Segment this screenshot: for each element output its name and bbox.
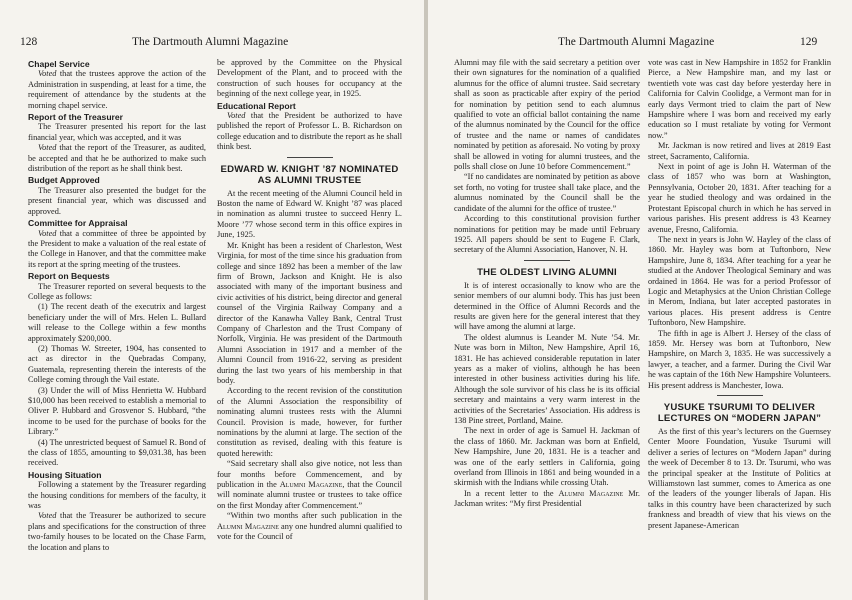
paragraph [217,241,402,387]
article-title [217,164,402,186]
paragraph [217,511,402,542]
running-head: The Dartmouth Alumni Magazine [132,36,289,48]
paragraph [454,58,640,172]
magazine-name: Alumni Magazine [279,480,343,490]
paragraph-text: that the President be authorized to have published the report of Professor L. B. Richardson on college education and to distribute the report as he shall think best. [217,111,402,152]
paragraph [648,235,831,329]
paragraph [28,480,206,511]
page-number: 128 [20,36,38,48]
paragraph [648,329,831,391]
paragraph-text: Housing Situation [28,469,102,480]
voted-emphasis: Voted [38,69,57,79]
paragraph-text: The oldest alumnus is Leander M. Nute ’54. Mr. Nute was born in Milton, New Hampshire, April 16, 1831. He has achieved considerable reputation in later years as a maker of violins, although he has been interested in other business activities during his life. Although the sole survivor of his class he is its official secretary and maintains a very warm interest in the activities of the Secretaries’ Association. His address is 138 Pine street, Portland, Maine. [454,332,640,425]
paragraph [28,69,206,111]
right-page [428,0,852,600]
paragraph [217,111,402,153]
paragraph-text: Next in point of age is John H. Waterman of the class of 1857 who was born at Washington, Pennsylvania, October 20, 1831. After teaching for a year he studied theology and was ordained in the Protestant Episcopal church in which he has served in various parishes. His present address is 43 Kearney avenue, Fresno, California. [648,162,831,234]
paragraph [648,58,831,141]
paragraph [28,122,206,143]
right-page-column-2 [648,58,831,594]
paragraph-text: “If no candidates are nominated by petition as above set forth, no voting for trustee shall take place, and the alumnus nominated by the Council shall be the candidate of the alumni for the office of trustee.” [454,172,640,213]
article-title [648,402,831,424]
paragraph-text: As the first of this year’s lecturers on the Guernsey Center Moore Foundation, Yusuke Tsurumi will deliver a series of lectures on “Modern Japan” during the week of December 8 to 13. Dr. Tsurumi, who was the principal speaker at the Institute of Politics at Williamstown last summer, comes to America as one of the leaders of the younger liberals of Japan. His talks in this country have been characterized by such frankness and breadth of view that his views on the present Japanese-American [648,427,831,530]
paragraph-text: (3) Under the will of Miss Henrietta W. Hubbard $10,000 has been received to establish a memorial to Oliver P. Hubbard and Grosvenor S. Hubbard, “the income to be used for the purchase of books for the Library.” [28,385,206,437]
paragraph-text: The Treasurer reported on several bequests to the College as follows: [28,281,206,301]
paragraph [28,143,206,174]
paragraph-text: It is of interest occasionally to know who are the senior members of our alumni body. This has just been determined in the Office of Alumni Records and the results are given here for the general interest that they will have among the alumni at large. [454,280,640,332]
paragraph-text: Mr. Jackman is now retired and lives at 2819 East street, Sacramento, California. [648,141,831,161]
section-divider [287,157,333,158]
magazine-name: Alumni Magazine [558,488,624,498]
magazine-name: Alumni Magazine [217,521,279,531]
section-heading [28,218,206,228]
section-heading [28,271,206,281]
section-divider [717,395,763,396]
paragraph [648,162,831,235]
paragraph [28,229,206,271]
paragraph-text: any one hundred alumni qualified to vote for the Council of [217,521,402,542]
paragraph-text: Committee for Appraisal [28,218,128,229]
paragraph [28,302,206,344]
paragraph [648,141,831,162]
article-title [454,267,640,278]
paragraph-text: be approved by the Committee on the Physical Development of the Plant, and to proceed with the construction of such houses for occupancy at the beginning of the next college year, in 1925. [217,58,402,99]
paragraph-text: Mr. Jackman writes: “My first Presidential [454,488,640,509]
paragraph-text: The next in years is John W. Hayley of the class of 1860. Mr. Hayley was born at Tuftonboro, New Hampshire, June 8, 1834. After teaching for a year he studied at the Andover Theological Seminary and was ordained in 1864. He was for a period Professor of Logic and Metaphysics at the Union Christian College in Merom, Indiana, but later accepted pastorates in various places. His present address is Centre Tuftonboro, New Hampshire. [648,234,831,328]
paragraph-text: “Within two months after such publication in the [227,511,402,521]
page-number: 129 [800,36,818,48]
paragraph [28,511,206,553]
paragraph [648,427,831,531]
paragraph-text: that a committee of three be appointed by the President to make a valuation of the real estate of the College in Hanover, and that the committee make its report at the spring meeting of the trustees. [28,228,206,269]
section-heading [28,175,206,185]
section-heading [28,112,206,122]
paragraph [454,426,640,488]
paragraph-text: (1) The recent death of the executrix and largest beneficiary under the will of Mrs. Helen L. Bullard will release to the College within a few months approximately $200,000. [28,302,206,343]
paragraph-text: Alumni may file with the said secretary a petition over their own signatures for the nomination of a qualified alumnus for the office of alumni trustee. Said secretary shall as soon as practicable after expiry of the period for nomination by petition send to each alumnus qualified to vote an official ballot containing the name of the alumnus nominated by the Council for the office of trustee and the name or names of candidates nominated by petition as aforesaid. No voting by proxy shall be allowed in voting for alumni trustees, and the polls shall close on June 10 before Commencement.” [454,58,640,172]
paragraph-text: According to this constitutional provision further nominations for petition may be made until February 1925. All papers should be sent to Eugene F. Clark, secretary of the Alumni Association, Hanover, N. H. [454,214,640,255]
paragraph [217,58,402,100]
paragraph-text: The Treasurer also presented the budget for the present financial year, which was discussed and approved. [28,185,206,216]
paragraph-text: Report on Bequests [28,271,110,282]
paragraph [28,386,206,438]
paragraph-text: Educational Report [217,100,296,111]
paragraph [217,459,402,511]
paragraph-text: (4) The unrestricted bequest of Samuel R. Bond of the class of 1855, amounting to $9,031.38, has been received. [28,437,206,468]
paragraph-text: The Treasurer presented his report for the last financial year, which was accepted, and it was [28,122,206,142]
section-heading [217,101,402,111]
paragraph-text: vote was cast in New Hampshire in 1852 for Franklin Pierce, a New Hampshire man, and my last or twentieth vote was cast day before yesterday here in California for Calvin Coolidge, a Vermont man for in early days Vermont tried to claim the part of New Hampshire where I was born and received my early education so I must retaliate by voting for Vermont now.” [648,58,831,140]
voted-emphasis: Voted [38,143,57,153]
voted-emphasis: Voted [38,228,57,238]
paragraph-text: At the recent meeting of the Alumni Council held in Boston the name of Edward W. Knight ’87 was placed in nomination as alumni trustee to succeed Henry L. Moore ’77 whose second term in this office expires in June, 1925. [217,188,402,240]
paragraph-text: Chapel Service [28,59,90,69]
paragraph-text: Following a statement by the Treasurer regarding the housing conditions for members of the faculty, it was [28,480,206,511]
paragraph [28,186,206,217]
paragraph [217,386,402,459]
right-page-column-1 [454,58,640,594]
paragraph [454,281,640,333]
paragraph-text: , that the Council will nominate alumni trustee or trustees to take office on the first Monday after Commencement.” [217,480,402,510]
paragraph-text: The fifth in age is Albert J. Hersey of the class of 1859. Mr. Hersey was born at Tuftonboro, New Hampshire, on March 3, 1835. He was successively a lawyer, a teacher, and a farmer. During the Civil War he was captain of the 16th New Hampshire Volunteers. His present address is Manchester, Iowa. [648,328,831,390]
paragraph-text: Report of the Treasurer [28,112,124,123]
section-heading [28,470,206,480]
paragraph-text: Budget Approved [28,175,100,186]
paragraph-text: (2) Thomas W. Streeter, 1904, has consented to act as director in the Quebradas Company, Guatemala, representing therein the interests of the College coming through the Vail estate. [28,343,206,385]
paragraph-text: The next in order of age is Samuel H. Jackman of the class of 1860. Mr. Jackman was born at Enfield, New Hampshire, June 20, 1831. He is a teacher and was one of the early settlers in California, going overland from Illinois in 1861 and being wounded in a skirmish with the Indians while crossing Utah. [454,426,640,488]
paragraph-text: According to the recent revision of the constitution of the Alumni Association the responsibility of nominating alumni trustees rests with the Alumni Council. Provision is made, however, for further nominations by the alumni at large. The section of the constitution as revised, dealing with this feature is quoted herewith: [217,386,402,458]
paragraph [454,172,640,214]
paragraph-text: “Said secretary shall also give notice, not less than four months before Commencement, and by publication in the [217,459,402,490]
voted-emphasis: Voted [38,511,57,521]
paragraph-text: In a recent letter to the [464,488,559,498]
paragraph-text: that the trustees approve the action of the Administration in suspending, at least for a time, the requirement of attendance by the students at the morning chapel service. [28,69,206,110]
paragraph-text: that the report of the Treasurer, as audited, be accepted and that he be authorized to make such distribution of the report as he shall think best. [28,143,206,174]
paragraph [217,189,402,241]
section-heading [28,59,206,69]
section-divider [524,260,570,261]
paragraph [454,489,640,510]
paragraph [28,438,206,469]
paragraph-text: YUSUKE TSURUMI TO DELIVER LECTURES ON “MODERN JAPAN” [657,402,822,424]
paragraph [454,214,640,256]
running-head: The Dartmouth Alumni Magazine [558,36,715,48]
paragraph-text: EDWARD W. KNIGHT ’87 NOMINATED AS ALUMNI TRUSTEE [220,163,399,186]
paragraph [28,282,206,303]
paragraph-text: Mr. Knight has been a resident of Charleston, West Virginia, for most of the time since his graduation from college and since 1892 has been a member of the law firm of Brown, Jackson and Knight. He is also associated with many of the important business and civic activities of his district, being director and general counsel of the Virginia Railway Company and a director of the Kanawha Valley Bank, Central Trust Company of Charleston and the Trust Company of Norfolk, Virginia. He was president of the Dartmouth Alumni Association in 1917 and a member of the Alumni Council from 1916-22, serving as president during the last two years of his membership in that body. [217,240,402,385]
paragraph [454,333,640,427]
paragraph-text: THE OLDEST LIVING ALUMNI [477,266,617,278]
paragraph-text: that the Treasurer be authorized to secure plans and specifications for the construction of three two-family houses to be located on the Chase Farm, the location and plans to [28,511,206,552]
left-page-column-2 [217,58,402,594]
voted-emphasis: Voted [227,111,246,121]
paragraph [28,344,206,386]
left-page-column-1 [28,58,206,594]
left-page [0,0,424,600]
